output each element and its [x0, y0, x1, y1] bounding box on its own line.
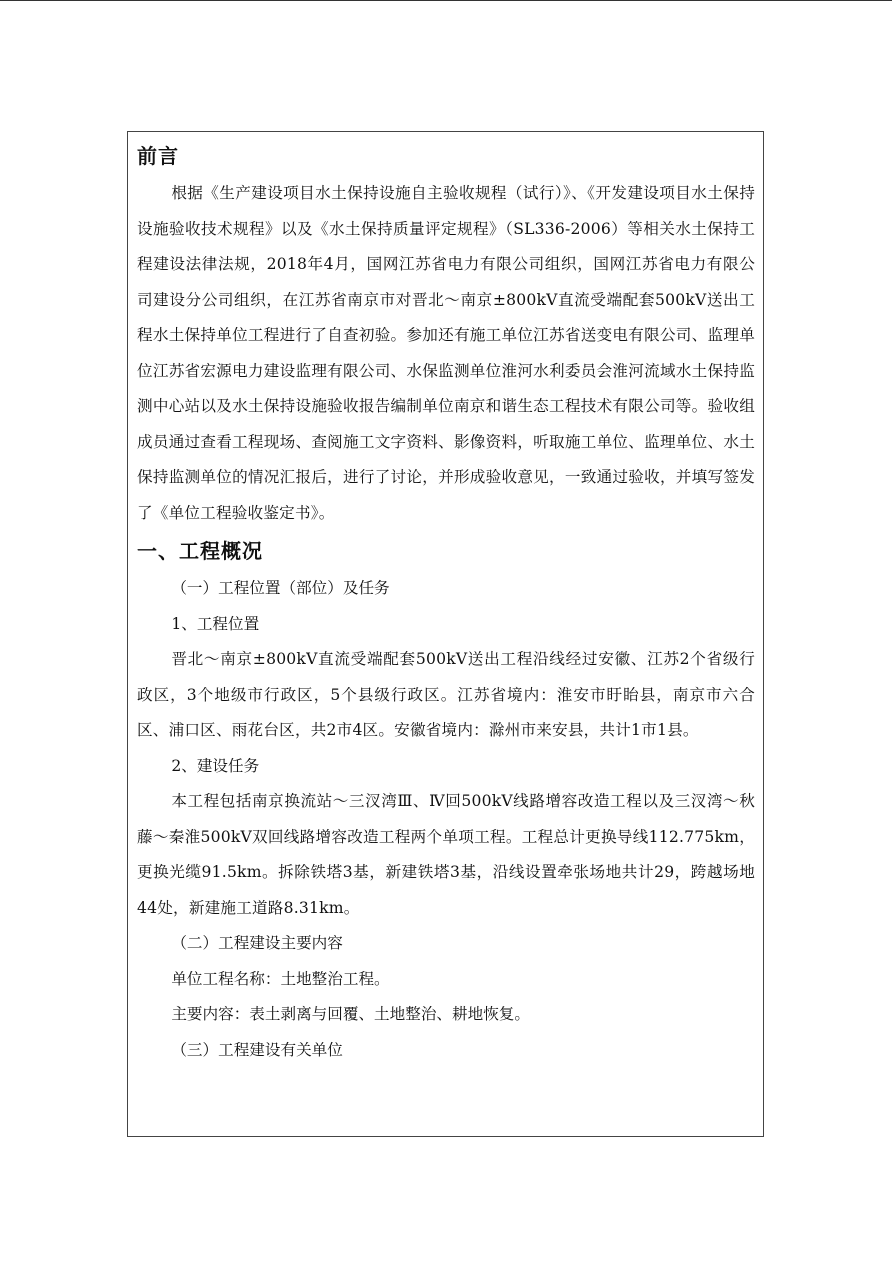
preface-body: 根据《生产建设项目水土保持设施自主验收规程（试行）》、《开发建设项目水土保持设施验收技术规程》以及《水土保持质量评定规程》（SL336-2006）等相关水土保持工程建设法律法规，2018年4月，国网江苏省电力有限公司组织，国网江苏省电力有限公司建设分公司组织，在江苏省南京市对晋北～南京±800kV直流受端配套500kV送出工程水土保持单位工程进行了自查初验。参加还有施工单位江苏省送变电有限公司、监理单位江苏省宏源电力建设监理有限公司、水保监测单位淮河水利委员会淮河流域水土保持监测中心站以及水土保持设施验收报告编制单位南京和谐生态工程技术有限公司等。验收组成员通过查看工程现场、查阅施工文字资料、影像资料，听取施工单位、监理单位、水土保持监测单位的情况汇报后，进行了讨论，并形成验收意见，一致通过验收，并填写签发了《单位工程验收鉴定书》。	[137, 184, 755, 522]
document-frame	[127, 131, 764, 1137]
main-content: 主要内容：表土剥离与回覆、土地整治、耕地恢复。	[171, 1005, 530, 1023]
unit-project-name: 单位工程名称：土地整治工程。	[171, 969, 390, 988]
section-overview-title: 一、工程概况	[137, 539, 263, 563]
page-top-rule	[0, 0, 892, 1]
preface-title: 前言	[137, 144, 179, 168]
subsection-content-heading: （二）工程建设主要内容	[171, 934, 343, 952]
item-location-body: 晋北～南京±800kV直流受端配套500kV送出工程沿线经过安徽、江苏2个省级行政区，3个地级市行政区，5个县级行政区。江苏省境内：淮安市盱眙县，南京市六合区、浦口区、雨花台区，共2市4区。安徽省境内：滁州市来安县，共计1市1县。	[137, 650, 755, 739]
item-location-heading: 1、工程位置	[171, 614, 260, 633]
subsection-location-heading: （一）工程位置（部位）及任务	[171, 579, 390, 597]
item-task-body: 本工程包括南京换流站～三汊湾Ⅲ、Ⅳ回500kV线路增容改造工程以及三汊湾～秋藤～秦淮500kV双回线路增容改造工程两个单项工程。工程总计更换导线112.775km，更换光缆91.5km。拆除铁塔3基，新建铁塔3基，沿线设置牵张场地共计29，跨越场地44处，新建施工道路8.31km。	[137, 792, 755, 917]
subsection-units-heading: （三）工程建设有关单位	[171, 1040, 343, 1059]
item-task-heading: 2、建设任务	[171, 756, 260, 775]
